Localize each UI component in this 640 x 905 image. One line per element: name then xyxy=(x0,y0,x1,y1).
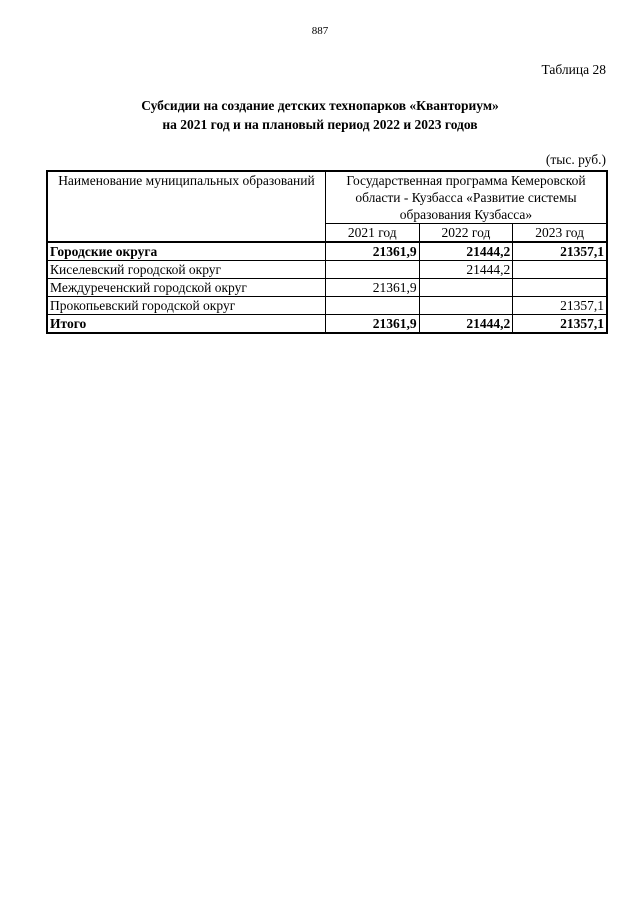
row-value-2022 xyxy=(419,279,513,297)
table-label: Таблица 28 xyxy=(541,62,606,77)
header-program: Государственная программа Кемеровской области - Кузбасса «Развитие системы образования Кузбасса» xyxy=(325,171,607,224)
header-year-2023: 2023 год xyxy=(513,224,607,243)
row-value-2021: 21361,9 xyxy=(325,315,419,334)
row-value-2023 xyxy=(513,279,607,297)
row-value-2022: 21444,2 xyxy=(419,315,513,334)
header-year-2021: 2021 год xyxy=(325,224,419,243)
row-name: Междуреченский городской округ xyxy=(47,279,325,297)
title-line-1: Субсидии на создание детских технопарков «Кванториум» xyxy=(141,98,499,113)
table-row xyxy=(47,297,607,315)
units-label: (тыс. руб.) xyxy=(545,152,606,167)
page-number: 887 xyxy=(311,25,329,37)
row-value-2022: 21444,2 xyxy=(419,242,513,261)
row-value-2023: 21357,1 xyxy=(513,315,607,334)
document-title xyxy=(0,96,640,134)
row-value-2021 xyxy=(325,297,419,315)
table-row xyxy=(47,242,607,261)
row-name: Городские округа xyxy=(47,242,325,261)
row-value-2021 xyxy=(325,261,419,279)
row-name: Прокопьевский городской округ xyxy=(47,297,325,315)
table-row xyxy=(47,279,607,297)
header-name: Наименование муниципальных образований xyxy=(47,171,325,242)
header-row xyxy=(47,171,607,224)
row-value-2022: 21444,2 xyxy=(419,261,513,279)
header-year-2022: 2022 год xyxy=(419,224,513,243)
row-value-2021: 21361,9 xyxy=(325,279,419,297)
row-value-2023: 21357,1 xyxy=(513,297,607,315)
table-row xyxy=(47,261,607,279)
subsidies-table xyxy=(46,170,608,334)
total-row xyxy=(47,315,607,334)
title-line-2: на 2021 год и на плановый период 2022 и 2023 годов xyxy=(162,117,478,132)
row-value-2021: 21361,9 xyxy=(325,242,419,261)
row-name: Киселевский городской округ xyxy=(47,261,325,279)
row-value-2022 xyxy=(419,297,513,315)
row-value-2023 xyxy=(513,261,607,279)
row-name: Итого xyxy=(47,315,325,334)
row-value-2023: 21357,1 xyxy=(513,242,607,261)
